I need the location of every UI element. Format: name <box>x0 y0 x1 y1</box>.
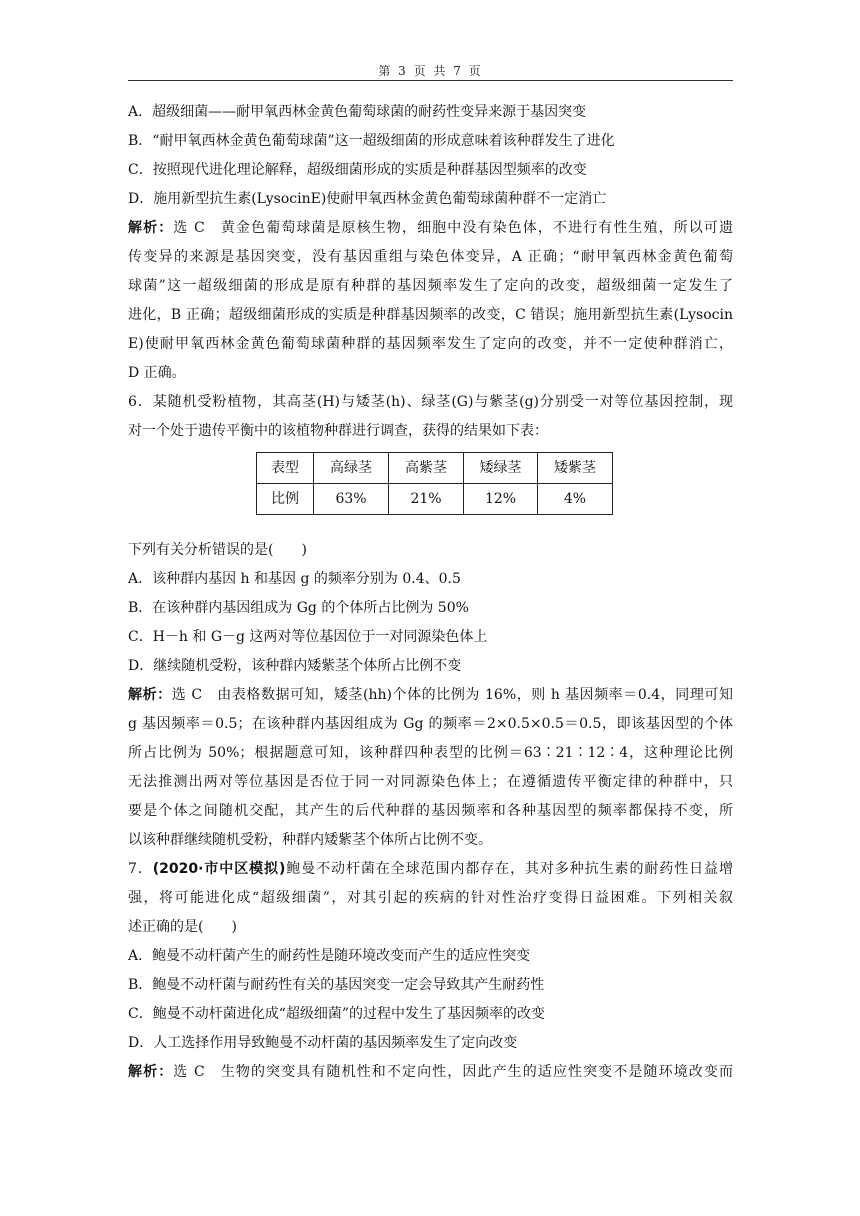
q6-stem: 6．某随机受粉植物，其高茎(H)与矮茎(h)、绿茎(G)与紫茎(g)分别受一对等位基因控制，现 <box>128 394 733 410</box>
option-b: B．在该种群内基因组成为 Gg 的个体所占比例为 50% <box>128 600 469 616</box>
q6-question: 下列有关分析错误的是( ) <box>128 542 307 558</box>
explanation-line: 要是个体之间随机交配，其产生的后代种群的基因频率和各种基因型的频率都保持不变，所 <box>128 803 733 819</box>
page-indicator: 第 3 页 共 7 页 <box>378 64 483 78</box>
explanation-line: D 正确。 <box>128 365 186 381</box>
q6-table-wrapper <box>128 446 733 536</box>
table-cell: 21% <box>389 484 464 515</box>
explanation-line: 所占比例为 50%；根据题意可知，该种群四种表型的比例＝63∶21∶12∶4，这种理论比例 <box>128 745 733 761</box>
table-row <box>257 484 613 515</box>
explanation-line: 解析：选 C 生物的突变具有随机性和不定向性，因此产生的适应性突变不是随环境改变而 <box>128 1064 733 1080</box>
explanation-line: 球菌”这一超级细菌的形成是原有种群的基因频率发生了定向的改变，超级细菌一定发生了 <box>128 278 733 294</box>
explanation-line: g 基因频率＝0.5；在该种群内基因组成为 Gg 的频率＝2×0.5×0.5＝0.5，即该基因型的个体 <box>128 716 733 732</box>
explanation-line: E)使耐甲氧西林金黄色葡萄球菌种群的基因频率发生了定向的改变，并不一定使种群消亡， <box>128 336 733 352</box>
explanation-label: 解析： <box>128 220 174 236</box>
explanation-line: 解析：选 C 黄金色葡萄球菌是原核生物，细胞中没有染色体，不进行有性生殖，所以可遗 <box>128 220 733 236</box>
q7-stem: 7．(2020·市中区模拟)鲍曼不动杆菌在全球范围内都存在，其对多种抗生素的耐药性日益增 <box>128 861 733 877</box>
page-content <box>128 98 733 1087</box>
phenotype-table <box>256 452 613 515</box>
option-c: C．按照现代进化理论解释，超级细菌形成的实质是种群基因型频率的改变 <box>128 162 587 178</box>
table-cell: 4% <box>538 484 613 515</box>
table-header-row <box>257 453 613 484</box>
question-source: (2020·市中区模拟) <box>152 861 286 877</box>
explanation-line: 传变异的来源是基因突变，没有基因重组与染色体变异，A 正确；“耐甲氧西林金黄色葡萄 <box>128 249 733 265</box>
option-d: D．施用新型抗生素(LysocinE)使耐甲氧西林金黄色葡萄球菌种群不一定消亡 <box>128 191 607 207</box>
option-a: A．该种群内基因 h 和基因 g 的频率分别为 0.4、0.5 <box>128 571 461 587</box>
option-c: C．鲍曼不动杆菌进化成“超级细菌”的过程中发生了基因频率的改变 <box>128 1006 546 1022</box>
option-d: D．人工选择作用导致鲍曼不动杆菌的基因频率发生了定向改变 <box>128 1035 518 1051</box>
table-cell: 矮绿茎 <box>464 453 538 484</box>
table-cell: 63% <box>314 484 389 515</box>
explanation-label: 解析： <box>128 1064 174 1080</box>
explanation-label: 解析： <box>128 687 172 703</box>
table-cell: 高绿茎 <box>314 453 389 484</box>
option-b: B．“耐甲氧西林金黄色葡萄球菌”这一超级细菌的形成意味着该种群发生了进化 <box>128 133 615 149</box>
option-a: A．鲍曼不动杆菌产生的耐药性是随环境改变而产生的适应性突变 <box>128 948 531 964</box>
explanation-line: 进化，B 正确；超级细菌形成的实质是种群基因频率的改变，C 错误；施用新型抗生素(Lysocin <box>128 307 733 323</box>
question-number: 7． <box>128 861 153 877</box>
option-b: B．鲍曼不动杆菌与耐药性有关的基因突变一定会导致其产生耐药性 <box>128 977 545 993</box>
q6-stem: 对一个处于遗传平衡中的该植物种群进行调查，获得的结果如下表： <box>128 423 548 439</box>
explanation-line: 以该种群继续随机受粉，种群内矮紫茎个体所占比例不变。 <box>128 832 492 848</box>
table-cell: 表型 <box>257 453 314 484</box>
header-divider <box>128 80 733 81</box>
option-a: A．超级细菌——耐甲氧西林金黄色葡萄球菌的耐药性变异来源于基因突变 <box>128 104 587 120</box>
explanation-line: 无法推测出两对等位基因是否位于同一对同源染色体上；在遵循遗传平衡定律的种群中，只 <box>128 774 733 790</box>
table-cell: 12% <box>464 484 538 515</box>
table-cell: 高紫茎 <box>389 453 464 484</box>
table-cell: 比例 <box>257 484 314 515</box>
table-cell: 矮紫茎 <box>538 453 613 484</box>
option-c: C．H－h 和 G－g 这两对等位基因位于一对同源染色体上 <box>128 629 488 645</box>
q7-stem: 述正确的是( ) <box>128 919 237 935</box>
option-d: D．继续随机受粉，该种群内矮紫茎个体所占比例不变 <box>128 658 462 674</box>
q7-stem: 强，将可能进化成“超级细菌”，对其引起的疾病的针对性治疗变得日益困难。下列相关叙 <box>128 890 733 906</box>
explanation-line: 解析：选 C 由表格数据可知，矮茎(hh)个体的比例为 16%，则 h 基因频率＝0.4，同理可知 <box>128 687 733 703</box>
